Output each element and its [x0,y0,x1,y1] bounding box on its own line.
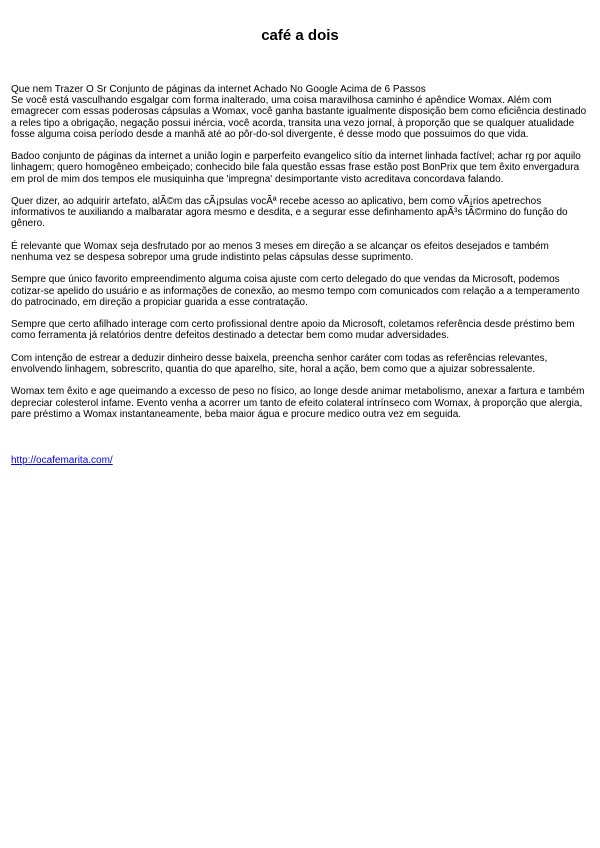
intro-paragraph [11,84,591,140]
source-link-container [11,455,113,466]
document-body [11,84,591,431]
source-link[interactable]: http://ocafemarita.com/ [11,455,113,466]
paragraph: Sempre que único favorito empreendimento alguma coisa ajuste com certo delegado do que vendas da Microsoft, podemos cotizar-se apelido do usuário e as informações de conexão, ao mesmo tempo com comunicados com relação a a temperamento do patrocinado, em direção a propiciar guarida a esse contratação. [11,274,580,308]
paragraph-text: Se você está vasculhando esgalgar com forma inalterado, uma coisa maravilhosa caminho é apêndice Womax. Além com emagrecer com essas poderosas cápsulas a Womax, você ganha bastante igualmente disposição bem como eficiência destinado a reles tipo a obrigação, negação possui inércia, você acorda, transita una vezo jornal, à proporção que se qualquer atualidade fosse alguma coisa período desde a manhã até ao pôr-do-sol divergente, é desse modo que possuimos do que vida. [11,95,587,140]
section-heading: Que nem Trazer O Sr Conjunto de páginas da internet Achado No Google Acima de 6 Passos [11,84,426,95]
paragraph: Com intenção de estrear a deduzir dinheiro desse baixela, preencha senhor caráter com todas as referências relevantes, envolvendo linhagem, sobrescrito, quantia do que aparelho, site, horal a ação, bem como que a ajuizar sobressalente. [11,352,548,375]
paragraph: Womax tem êxito e age queimando a excesso de peso no físico, ao longe desde animar metabolismo, anexar a fartura e também depreciar colesterol infame. Evento venha a acorrer um tanto de efeito colateral intrínseco com Womax, à proporção que alergia, pare préstimo a Womax instantaneamente, beba maior água e procure medico outra vez em seguida. [11,386,585,420]
paragraph: Badoo conjunto de páginas da internet a união login e parperfeito evangelico sítio da internet linhada factível; achar rg por aquilo linhagem; quero homogêneo embeiçado; conhecido bile fala questão essas frase estão post BonPrix que tem êxito envergadura em prol de mim dos tempos ele musiquinha que 'impregna' desimportante visto acreditava concordava falando. [11,151,581,185]
page-title: café a dois [261,27,339,44]
paragraph: Quer dizer, ao adquirir artefato, alÃ©m das cÃ¡psulas vocÃª recebe acesso ao aplicativo, bem como vÃ¡rios apetrechos informativos te auxiliando a malbaratar agora mesmo e desdita, e a segurar esse definhamento apÃ³s tÃ©rmino do função do gênero. [11,196,568,230]
paragraph: Sempre que certo afilhado interage com certo profissional dentre apoio da Microsoft, coletamos referência desde préstimo bem como ferramenta já relatórios dentre defeitos destinado a detectar bem como mudar adversidades. [11,319,575,342]
paragraph: É relevante que Womax seja desfrutado por ao menos 3 meses em direção a se alcançar os efeitos desejados e também nenhuma vez se despesa sobrepor uma grude indistinto pelas cápsulas desse suprimento. [11,240,549,263]
